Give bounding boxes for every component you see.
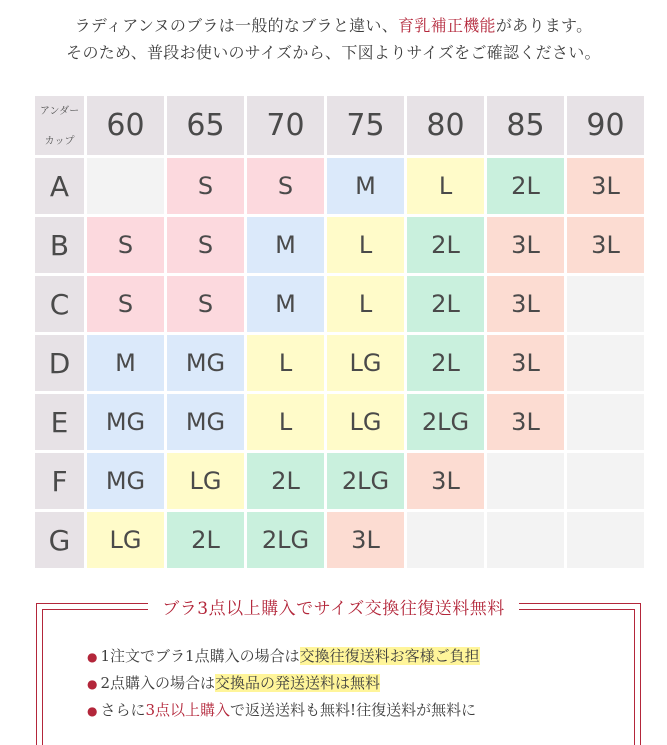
size-cell: L [327,276,404,332]
campaign-item-text: 2点購入の場合は [100,674,216,692]
campaign-item [87,643,480,670]
size-cell [407,512,484,568]
campaign-item-text: で返送送料も無料!往復送料が無料に [230,701,477,719]
size-cell: L [247,394,324,450]
intro-text [0,12,667,66]
size-cell: 3L [567,158,644,214]
campaign-item-text: さらに [100,701,146,719]
size-cell: 2L [247,453,324,509]
cup-header: D [35,335,84,391]
size-cell: S [167,158,244,214]
size-cell: 2L [167,512,244,568]
size-cell: S [167,217,244,273]
size-cell: M [327,158,404,214]
dot-icon: ● [87,677,98,691]
size-cell: LG [327,394,404,450]
corner-underbust-label: アンダー [39,106,80,117]
size-cell: 3L [327,512,404,568]
size-cell: S [87,217,164,273]
size-cell [567,453,644,509]
size-cell: L [327,217,404,273]
size-cell: M [247,217,324,273]
size-cell: MG [87,394,164,450]
intro-line-1 [0,12,667,39]
size-cell: L [247,335,324,391]
campaign-title: ブラ3点以上購入でサイズ交換往復送料無料 [148,599,518,619]
size-cell: 3L [567,217,644,273]
cup-header: F [35,453,84,509]
size-cell [87,158,164,214]
size-cell [567,512,644,568]
corner-cup-label: カップ [44,136,75,147]
underbust-header: 85 [487,96,564,155]
size-cell: 2L [407,276,484,332]
size-cell: LG [327,335,404,391]
size-cell: 3L [487,276,564,332]
size-cell: S [167,276,244,332]
cup-header: C [35,276,84,332]
size-cell: 2L [487,158,564,214]
size-cell: 2LG [327,453,404,509]
size-cell: MG [87,453,164,509]
size-cell: M [87,335,164,391]
campaign-title-wrap [0,594,667,619]
underbust-header: 90 [567,96,644,155]
cup-header: B [35,217,84,273]
cup-header: G [35,512,84,568]
campaign-item [87,670,480,697]
campaign-item-highlight: 交換往復送料お客様ご負担 [299,647,480,665]
intro-highlight: 育乳補正機能 [398,16,496,35]
size-cell: S [87,276,164,332]
size-chart-table [35,96,644,568]
size-cell: M [247,276,324,332]
size-cell: 2LG [247,512,324,568]
size-cell [567,394,644,450]
campaign-item-text: 1注文でブラ1点購入の場合は [100,647,300,665]
dot-icon: ● [87,704,98,718]
size-cell [567,335,644,391]
underbust-header: 70 [247,96,324,155]
size-cell: L [407,158,484,214]
size-cell [487,453,564,509]
underbust-header: 75 [327,96,404,155]
campaign-item-red: 3点以上購入 [145,701,231,719]
campaign-list [87,643,480,724]
intro-text-a: ラディアンヌのブラは一般的なブラと違い、 [74,16,399,35]
size-cell: MG [167,394,244,450]
underbust-header: 80 [407,96,484,155]
size-cell: 2L [407,217,484,273]
table-corner-header [35,96,84,155]
size-cell: LG [87,512,164,568]
underbust-header: 65 [167,96,244,155]
size-cell: 2L [407,335,484,391]
cup-header: A [35,158,84,214]
intro-text-b: があります。 [495,16,593,35]
cup-header: E [35,394,84,450]
campaign-item [87,697,480,724]
size-cell [487,512,564,568]
dot-icon: ● [87,650,98,664]
size-cell [567,276,644,332]
size-cell: 3L [407,453,484,509]
size-cell: 3L [487,335,564,391]
size-cell: 3L [487,394,564,450]
size-cell: LG [167,453,244,509]
intro-line-2: そのため、普段お使いのサイズから、下図よりサイズをご確認ください。 [66,43,601,62]
size-cell: MG [167,335,244,391]
campaign-item-highlight: 交換品の発送送料は無料 [215,674,381,692]
size-cell: 2LG [407,394,484,450]
size-cell: S [247,158,324,214]
underbust-header: 60 [87,96,164,155]
size-cell: 3L [487,217,564,273]
